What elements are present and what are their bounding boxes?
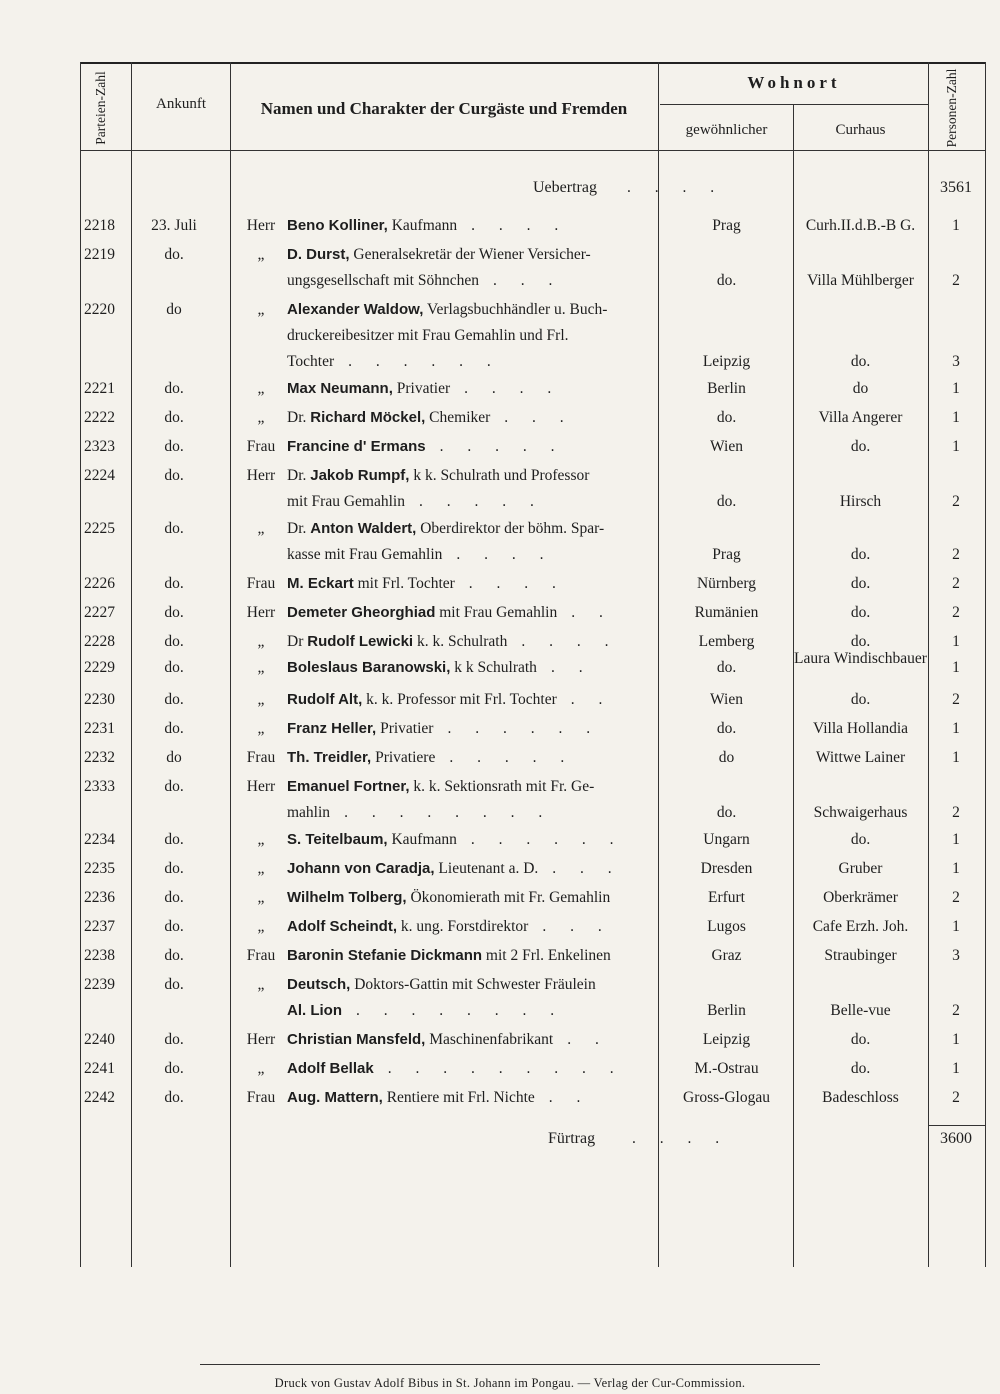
salutation: „ xyxy=(257,918,265,935)
salutation: Herr xyxy=(246,1031,276,1048)
persons-count: 1 xyxy=(952,217,960,234)
curhaus: Straubinger xyxy=(824,947,897,964)
guest-name: Max Neumann, xyxy=(287,380,393,397)
persons-count: 3 xyxy=(952,947,960,964)
guest-name: Richard Möckel, xyxy=(310,409,426,426)
title-prefix: Dr. xyxy=(287,520,311,537)
partei-number: 2234 xyxy=(84,831,115,848)
fuertrag-value: 3600 xyxy=(940,1130,972,1147)
leader-dots: . . . xyxy=(552,860,622,877)
arrival-date: do. xyxy=(164,720,184,737)
guest-name-line xyxy=(287,1032,609,1048)
salutation: „ xyxy=(257,520,265,537)
curhaus: Wittwe Lainer xyxy=(815,749,906,766)
salutation: „ xyxy=(257,246,265,263)
partei-number: 2238 xyxy=(84,947,115,964)
partei-number: 2323 xyxy=(84,438,115,455)
header-rule xyxy=(80,150,985,151)
curhaus: do. xyxy=(850,691,871,708)
persons-count: 1 xyxy=(952,860,960,877)
persons-count: 2 xyxy=(952,889,960,906)
partei-number: 2228 xyxy=(84,633,115,650)
home-town: Prag xyxy=(712,217,741,234)
arrival-date: do. xyxy=(164,918,184,935)
arrival-date: do. xyxy=(164,246,184,263)
leader-dots: . . xyxy=(550,659,593,676)
partei-number: 2229 xyxy=(84,659,115,676)
header-wohnort: Wohnort xyxy=(747,73,841,92)
leader-dots: . . . . . xyxy=(439,438,565,455)
guest-name: D. Durst, xyxy=(287,246,350,263)
salutation: Frau xyxy=(246,947,276,964)
salutation: „ xyxy=(257,301,265,318)
leader-dots: . . . . xyxy=(521,633,619,650)
col-line xyxy=(985,62,986,1267)
partei-number: 2235 xyxy=(84,860,115,877)
imprint-footer: Druck von Gustav Adolf Bibus in St. Johann im Pongau. — Verlag der Cur-Commission. xyxy=(274,1376,746,1390)
arrival-date: do. xyxy=(164,659,184,676)
guest-description: Kaufmann xyxy=(387,217,458,234)
fuertrag-dots: . . . . xyxy=(632,1130,730,1147)
col-line xyxy=(131,62,132,1267)
guest-name-line xyxy=(287,977,596,993)
leader-dots: . . . . xyxy=(471,217,569,234)
home-town: Erfurt xyxy=(707,889,745,906)
leader-dots: . . . . xyxy=(468,575,566,592)
guest-name: Franz Heller, xyxy=(287,720,377,737)
leader-dots: . . . . . xyxy=(418,493,544,510)
persons-count: 1 xyxy=(952,918,960,935)
guest-name: Aug. Mattern, xyxy=(287,1089,383,1106)
wohnort-subrule xyxy=(660,104,928,105)
partei-number: 2231 xyxy=(84,720,115,737)
persons-count: 1 xyxy=(952,659,960,676)
partei-number: 2239 xyxy=(84,976,115,993)
arrival-date: do. xyxy=(164,1089,184,1106)
guest-description: mahlin xyxy=(287,804,331,821)
title-prefix: Dr. xyxy=(287,467,311,484)
salutation: „ xyxy=(257,889,265,906)
salutation: Frau xyxy=(246,438,276,455)
arrival-date: do. xyxy=(164,520,184,537)
guest-name: Adolf Scheindt, xyxy=(287,918,397,935)
partei-number: 2224 xyxy=(84,467,115,484)
guest-name: Wilhelm Tolberg, xyxy=(287,889,407,906)
leader-dots: . . xyxy=(567,1031,609,1048)
home-town: Berlin xyxy=(707,380,746,397)
salutation: Herr xyxy=(246,217,276,234)
guest-description: Rentiere mit Frl. Nichte xyxy=(382,1089,535,1106)
salutation: „ xyxy=(257,720,265,737)
uebertrag-label: Uebertrag xyxy=(533,179,597,196)
title-prefix: Dr. xyxy=(287,409,311,426)
curhaus: do. xyxy=(850,1031,871,1048)
curhaus: do. xyxy=(850,831,871,848)
home-town: Nürnberg xyxy=(696,575,757,592)
curhaus: do. xyxy=(850,604,871,621)
guest-name: Francine d' Ermans xyxy=(287,438,426,455)
partei-number: 2218 xyxy=(84,217,115,234)
header-partei: Parteien-Zahl xyxy=(93,71,108,145)
persons-count: 2 xyxy=(952,604,960,621)
arrival-date: do. xyxy=(164,604,184,621)
home-town: Lugos xyxy=(707,918,746,935)
partei-number: 2236 xyxy=(84,889,115,906)
curhaus: do. xyxy=(850,353,871,370)
curhaus: do xyxy=(852,380,869,397)
arrival-date: do. xyxy=(164,467,184,484)
guest-name: Demeter Gheorghiad xyxy=(287,604,436,621)
leader-dots: . . xyxy=(570,691,613,708)
partei-number: 2230 xyxy=(84,691,115,708)
header-gewoehnlicher: gewöhnlicher xyxy=(685,122,768,138)
persons-count: 1 xyxy=(952,438,960,455)
arrival-date: do. xyxy=(164,889,184,906)
leader-dots: . . . . . . xyxy=(348,353,501,370)
guest-name-line xyxy=(287,381,561,397)
home-town: Ungarn xyxy=(703,831,750,848)
curhaus: do. xyxy=(850,1060,871,1077)
salutation: „ xyxy=(257,860,265,877)
home-town: Gross-Glogau xyxy=(683,1089,770,1106)
arrival-date: do. xyxy=(164,1060,184,1077)
partei-number: 2232 xyxy=(84,749,115,766)
fuertrag-label: Fürtrag xyxy=(548,1130,596,1147)
guest-name-line xyxy=(287,218,568,234)
persons-count: 1 xyxy=(952,633,960,650)
guest-description: Kaufmann xyxy=(387,831,457,848)
home-town: do. xyxy=(716,659,737,676)
guest-name-line xyxy=(287,805,552,821)
guest-name-line xyxy=(287,410,574,426)
guest-name-line xyxy=(287,750,574,766)
guest-name-line xyxy=(287,1090,590,1106)
curhaus: do. xyxy=(850,546,871,563)
guest-name: Emanuel Fortner, xyxy=(287,778,410,795)
guest-description: Oberdirektor der böhm. Spar- xyxy=(416,520,605,537)
persons-count: 2 xyxy=(952,691,960,708)
guest-name-line xyxy=(287,247,591,263)
persons-count: 3 xyxy=(952,353,960,370)
guest-name: Beno Kolliner, xyxy=(287,217,388,234)
guest-name: M. Eckart xyxy=(287,575,354,592)
home-town: Berlin xyxy=(707,1002,746,1019)
footer-rule xyxy=(200,1364,820,1365)
persons-count: 1 xyxy=(952,749,960,766)
guest-name: Deutsch, xyxy=(287,976,351,993)
leader-dots: . . . . . . xyxy=(470,831,624,848)
home-town: do. xyxy=(716,720,737,737)
col-line xyxy=(230,62,231,1267)
curhaus: Gruber xyxy=(838,860,883,877)
salutation: „ xyxy=(257,831,265,848)
leader-dots: . . . xyxy=(542,918,612,935)
curhaus: Villa Mühlberger xyxy=(807,272,914,289)
guest-name-line xyxy=(287,576,566,592)
arrival-date: do. xyxy=(164,438,184,455)
partei-number: 2222 xyxy=(84,409,115,426)
persons-count: 2 xyxy=(952,272,960,289)
home-town: do. xyxy=(716,804,737,821)
home-town: Prag xyxy=(712,546,741,563)
guest-name: Johann von Caradja, xyxy=(287,860,435,877)
col-line xyxy=(658,62,659,1267)
home-town: do. xyxy=(716,493,737,510)
uebertrag-value: 3561 xyxy=(940,179,972,196)
guest-name-line xyxy=(287,692,612,708)
salutation: „ xyxy=(257,659,265,676)
home-town: M.-Ostrau xyxy=(694,1060,759,1077)
guest-description: Tochter xyxy=(287,353,335,370)
uebertrag-dots: . . . . xyxy=(627,179,725,196)
leader-dots: . . xyxy=(548,1089,591,1106)
guest-name: Rudolf Lewicki xyxy=(307,633,414,650)
persons-count: 2 xyxy=(952,1089,960,1106)
curhaus: Laura Windischbauer xyxy=(794,650,927,667)
arrival-date: do xyxy=(166,749,182,766)
partei-number: 2220 xyxy=(84,301,115,318)
guest-name-line xyxy=(287,302,607,318)
arrival-date: do. xyxy=(164,575,184,592)
arrival-date: do. xyxy=(164,380,184,397)
leader-dots: . . . xyxy=(493,272,563,289)
curhaus: Belle-vue xyxy=(830,1002,891,1019)
partei-number: 2241 xyxy=(84,1060,115,1077)
curhaus: Badeschloss xyxy=(822,1089,899,1106)
persons-count: 2 xyxy=(952,546,960,563)
salutation: Frau xyxy=(246,1089,276,1106)
top-rule xyxy=(80,62,985,64)
guest-name-line xyxy=(287,468,589,484)
guest-name-line xyxy=(287,779,594,795)
curhaus: Oberkrämer xyxy=(823,889,898,906)
salutation: „ xyxy=(257,409,265,426)
leader-dots: . . . . xyxy=(456,546,554,563)
guest-description: k. k. Sektionsrath mit Fr. Ge- xyxy=(409,778,595,795)
guest-description: Verlagsbuchhändler u. Buch- xyxy=(423,301,608,318)
arrival-date: do. xyxy=(164,831,184,848)
guest-description: Privatiere xyxy=(371,749,436,766)
guest-name: Alexander Waldow, xyxy=(287,301,424,318)
guest-description: k k Schulrath xyxy=(450,659,537,676)
home-town: Wien xyxy=(710,691,743,708)
guest-description: Generalsekretär der Wiener Versicher- xyxy=(349,246,591,263)
home-town: Leipzig xyxy=(702,1031,751,1048)
partei-number: 2227 xyxy=(84,604,115,621)
guest-name: Anton Waldert, xyxy=(310,520,417,537)
guest-description: Chemiker xyxy=(425,409,491,426)
guest-description: k k. Schulrath und Professor xyxy=(409,467,590,484)
partei-number: 2240 xyxy=(84,1031,115,1048)
col-line xyxy=(928,62,929,1267)
guest-name: Jakob Rumpf, xyxy=(310,467,410,484)
guest-name: Adolf Bellak xyxy=(287,1060,374,1077)
guest-description: kasse mit Frau Gemahlin xyxy=(287,546,443,563)
curhaus: do. xyxy=(850,633,871,650)
arrival-date: do. xyxy=(164,409,184,426)
home-town: Lemberg xyxy=(698,633,755,650)
guest-name-line xyxy=(287,328,569,344)
curhaus: do. xyxy=(850,575,871,592)
guest-description: mit Frau Gemahlin xyxy=(435,604,558,621)
guest-name-line xyxy=(287,634,618,650)
home-town: do xyxy=(718,749,735,766)
col-line xyxy=(80,62,81,1267)
guest-name-line xyxy=(287,354,501,370)
guest-name-line xyxy=(287,494,544,510)
arrival-date: do. xyxy=(164,1031,184,1048)
guest-description: mit 2 Frl. Enkelinen xyxy=(482,947,611,964)
header-curhaus: Curhaus xyxy=(835,122,886,138)
guest-name-line xyxy=(287,547,554,563)
guest-name-line xyxy=(287,605,613,621)
guest-description: Lieutenant a. D. xyxy=(434,860,539,877)
home-town: Wien xyxy=(710,438,743,455)
guest-name-line xyxy=(287,521,604,537)
leader-dots: . . . xyxy=(504,409,574,426)
arrival-date: do. xyxy=(164,976,184,993)
guest-name-line xyxy=(287,890,610,906)
guest-description: k. k. Schulrath xyxy=(413,633,508,650)
home-town: Dresden xyxy=(700,860,753,877)
salutation: Herr xyxy=(246,467,276,484)
title-prefix: Dr xyxy=(287,633,308,650)
partei-number: 2226 xyxy=(84,575,115,592)
salutation: „ xyxy=(257,380,265,397)
home-town: do. xyxy=(716,409,737,426)
guest-name: S. Teitelbaum, xyxy=(287,831,388,848)
header-namen: Namen und Charakter der Curgäste und Fremden xyxy=(260,99,628,118)
leader-dots: . . . . . . . . xyxy=(356,1002,565,1019)
guest-name-line xyxy=(287,660,593,676)
persons-count: 1 xyxy=(952,409,960,426)
leader-dots: . . . . xyxy=(464,380,562,397)
guest-name: Rudolf Alt, xyxy=(287,691,363,708)
leader-dots: . . . . . . xyxy=(447,720,601,737)
guest-description: Privatier xyxy=(392,380,451,397)
persons-count: 1 xyxy=(952,380,960,397)
guest-name: Al. Lion xyxy=(287,1002,342,1019)
guest-name-line xyxy=(287,721,600,737)
guest-name-line xyxy=(287,919,612,935)
home-town: do. xyxy=(716,272,737,289)
salutation: Herr xyxy=(246,778,276,795)
guest-description: k. k. Professor mit Frl. Tochter xyxy=(362,691,557,708)
curhaus: Hirsch xyxy=(839,493,882,510)
leader-dots: . . . . . . . . xyxy=(344,804,553,821)
arrival-date: do. xyxy=(164,633,184,650)
partei-number: 2242 xyxy=(84,1089,115,1106)
guest-name-line xyxy=(287,273,562,289)
home-town: Leipzig xyxy=(702,353,751,370)
persons-count: 2 xyxy=(952,804,960,821)
leader-dots: . . xyxy=(571,604,613,621)
persons-count: 1 xyxy=(952,720,960,737)
persons-count: 2 xyxy=(952,575,960,592)
guest-description: druckereibesitzer mit Frau Gemahlin und Frl. xyxy=(287,327,569,344)
salutation: „ xyxy=(257,691,265,708)
guest-name: Baronin Stefanie Dickmann xyxy=(287,947,483,964)
curhaus: Cafe Erzh. Joh. xyxy=(812,918,909,935)
guest-description: Ökonomierath mit Fr. Gemahlin xyxy=(406,889,611,906)
arrival-date: do xyxy=(166,301,182,318)
guest-name: Christian Mansfeld, xyxy=(287,1031,426,1048)
persons-count: 2 xyxy=(952,493,960,510)
arrival-date: do. xyxy=(164,691,184,708)
arrival-date: 23. Juli xyxy=(151,217,197,234)
sum-rule xyxy=(928,1125,985,1126)
persons-count: 1 xyxy=(952,831,960,848)
salutation: Herr xyxy=(246,604,276,621)
leader-dots: . . . . . xyxy=(449,749,575,766)
persons-count: 2 xyxy=(952,1002,960,1019)
guest-name-line xyxy=(287,439,565,455)
curhaus: Curh.II.d.B.-B G. xyxy=(805,217,916,234)
guest-name-line xyxy=(287,861,622,877)
partei-number: 2333 xyxy=(84,778,115,795)
home-town: Rumänien xyxy=(694,604,759,621)
guest-description: Privatier xyxy=(376,720,434,737)
salutation: „ xyxy=(257,633,265,650)
guest-description: Maschinenfabrikant xyxy=(425,1031,554,1048)
guest-name-line xyxy=(287,832,624,848)
home-town: Graz xyxy=(711,947,742,964)
salutation: Frau xyxy=(246,749,276,766)
partei-number: 2237 xyxy=(84,918,115,935)
arrival-date: do. xyxy=(164,860,184,877)
guest-name: Boleslaus Baranowski, xyxy=(287,659,451,676)
header-personen: Personen-Zahl xyxy=(944,68,959,148)
curhaus: do. xyxy=(850,438,871,455)
curhaus: Villa Angerer xyxy=(818,409,903,426)
persons-count: 1 xyxy=(952,1031,960,1048)
arrival-date: do. xyxy=(164,947,184,964)
salutation: Frau xyxy=(246,575,276,592)
curhaus: Villa Hollandia xyxy=(812,720,909,737)
salutation: „ xyxy=(257,1060,265,1077)
curhaus: Schwaigerhaus xyxy=(813,804,908,821)
partei-number: 2221 xyxy=(84,380,115,397)
guest-description: ungsgesellschaft mit Söhnchen xyxy=(287,272,479,289)
guest-description: Doktors-Gattin mit Schwester Fräulein xyxy=(350,976,596,993)
guest-name-line xyxy=(287,1003,564,1019)
guest-name-line xyxy=(287,948,611,964)
guest-name: Th. Treidler, xyxy=(287,749,372,766)
arrival-date: do. xyxy=(164,778,184,795)
header-ankunft: Ankunft xyxy=(156,96,206,112)
guest-description: k. ung. Forstdirektor xyxy=(397,918,529,935)
partei-number: 2219 xyxy=(84,246,115,263)
guest-description: mit Frau Gemahlin xyxy=(287,493,405,510)
partei-number: 2225 xyxy=(84,520,115,537)
guest-description: mit Frl. Tochter xyxy=(353,575,455,592)
salutation: „ xyxy=(257,976,265,993)
leader-dots: . . . . . . . . . xyxy=(387,1060,624,1077)
persons-count: 1 xyxy=(952,1060,960,1077)
guest-name-line xyxy=(287,1061,624,1077)
